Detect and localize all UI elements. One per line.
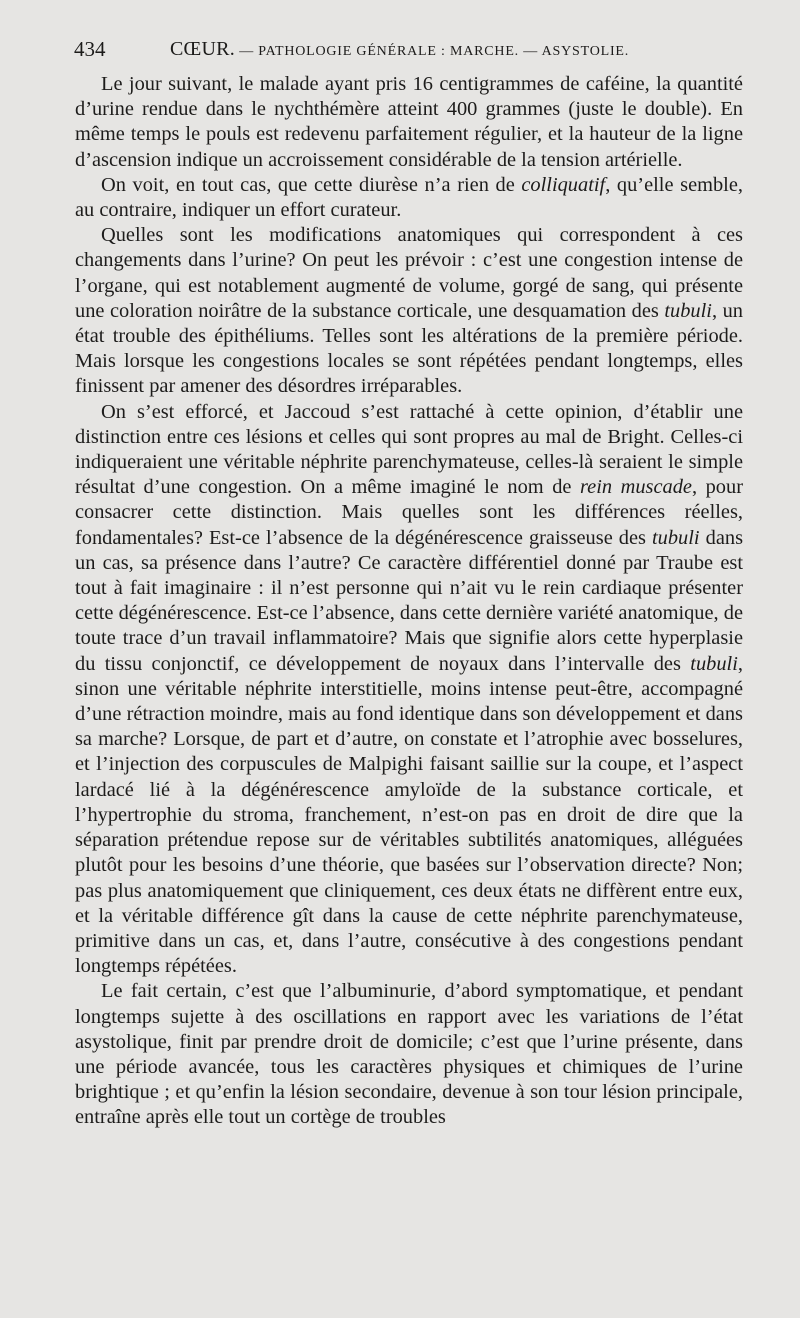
running-title bbox=[170, 34, 629, 67]
running-title-main: CŒUR. bbox=[170, 38, 235, 60]
italic-term: colliquatif bbox=[521, 173, 606, 196]
text-run: On voit, en tout cas, que cette diurèse n’a rien de bbox=[101, 173, 522, 196]
text-run: Le fait certain, c’est que l’albuminurie, d’abord symptomatique, et pendant longtemps sujette à des oscillations en rapport avec les variations de l’état asystolique, finit par prendre droit de domicile; c’est que l’urine présente, dans une période avancée, tous les caractères physiques et chimiques de l’urine brightique ; et qu’enfin la lésion secondaire, devenue à son tour lésion principale, entraîne après elle tout un cortège de troubles bbox=[75, 980, 743, 1129]
text-run: , un état trouble des épithéliums. Telles sont les altérations de la première période. Mais lorsque les congestions locales se sont répétées pendant longtemps, elles finissent par amener des désordres irréparables. bbox=[75, 299, 743, 398]
paragraph-2 bbox=[75, 173, 743, 223]
text-run: Quelles sont les modifications anatomiques qui correspondent à ces changements dans l’urine? On peut les prévoir : c’est une congestion intense de l’organe, qui est notablement augmenté de volume, gorgé de sang, qui présente une coloration noirâtre de la substance corticale, une desquamation des bbox=[75, 224, 743, 322]
running-header bbox=[74, 34, 754, 64]
text-run: Le jour suivant, le malade ayant pris 16 centigrammes de caféine, la quantité d’urine rendue dans le nychthémère atteint 400 grammes (juste le double). En même temps le pouls est redevenu parfaitement régulier, et la hauteur de la ligne d’ascension indique un accroissement considérable de la tension artérielle. bbox=[75, 73, 743, 171]
paragraph-4 bbox=[75, 400, 743, 980]
text-run: , pour consacrer cette distinction. Mais quelles sont les différences réelles, fondamentales? Est-ce l’absence de la dégénérescence graisseuse des bbox=[75, 476, 743, 549]
text-run: , sinon une véritable néphrite interstitielle, moins intense peut-être, accompagné d’une rétraction moindre, mais au fond identique dans son développement et dans sa marche? Lorsque, de part et d’autre, on constate et l’atrophie avec bosselures, et l’injection des corpuscules de Malpighi faisant saillie sur la coupe, et l’aspect lardacé lié à la dégénérescence amyloïde de la substance corticale, et l’hypertrophie du stroma, franchement, n’est-on pas en droit de dire que la séparation prétendue repose sur de véritables subtilités anatomiques, alléguées plutôt pour les besoins d’une théorie, que basées sur l’observation directe? Non; pas plus anatomiquement que cliniquement, ces deux états ne diffèrent entre eux, et la véritable différence gît dans la cause de cette néphrite parenchymateuse, primitive dans un cas, et, dans l’autre, consécutive à des congestions pendant longtemps répétées. bbox=[75, 652, 743, 978]
text-run: On s’est efforcé, et Jaccoud s’est rattaché à cette opinion, d’établir une distinction entre ces lésions et celles qui sont propres au mal de Bright. Celles-ci indiqueraient une véritable néphrite parenchymateuse, celles-là seraient le simple résultat d’une congestion. On a même imaginé le nom de bbox=[75, 400, 743, 499]
page-number: 434 bbox=[74, 37, 106, 61]
italic-term: rein muscade bbox=[579, 476, 692, 499]
paragraph-5 bbox=[75, 979, 743, 1130]
italic-term: tubuli bbox=[664, 299, 712, 322]
text-run: dans un cas, sa présence dans l’autre? Ce caractère différentiel donné par Traube est tout à fait imaginaire : il n’est personne qui n’ait vu le rein cardiaque présenter cette dégénérescence. Est-ce l’absence, dans cette dernière variété anatomique, de toute trace d’un travail inflammatoire? Mais que signifie alors cette hyperplasie du tissu conjonctif, ce développement de noyaux dans l’intervalle des bbox=[75, 526, 744, 675]
paragraph-1 bbox=[75, 72, 743, 173]
body-text bbox=[75, 72, 743, 1131]
running-title-subtitle: — PATHOLOGIE GÉNÉRALE : MARCHE. — ASYSTOLIE. bbox=[234, 44, 630, 59]
text-run: , qu’elle semble, au contraire, indiquer un effort curateur. bbox=[75, 173, 743, 222]
italic-term: tubuli bbox=[652, 526, 700, 549]
paragraph-3 bbox=[75, 223, 743, 399]
italic-term: tubuli bbox=[690, 652, 738, 675]
